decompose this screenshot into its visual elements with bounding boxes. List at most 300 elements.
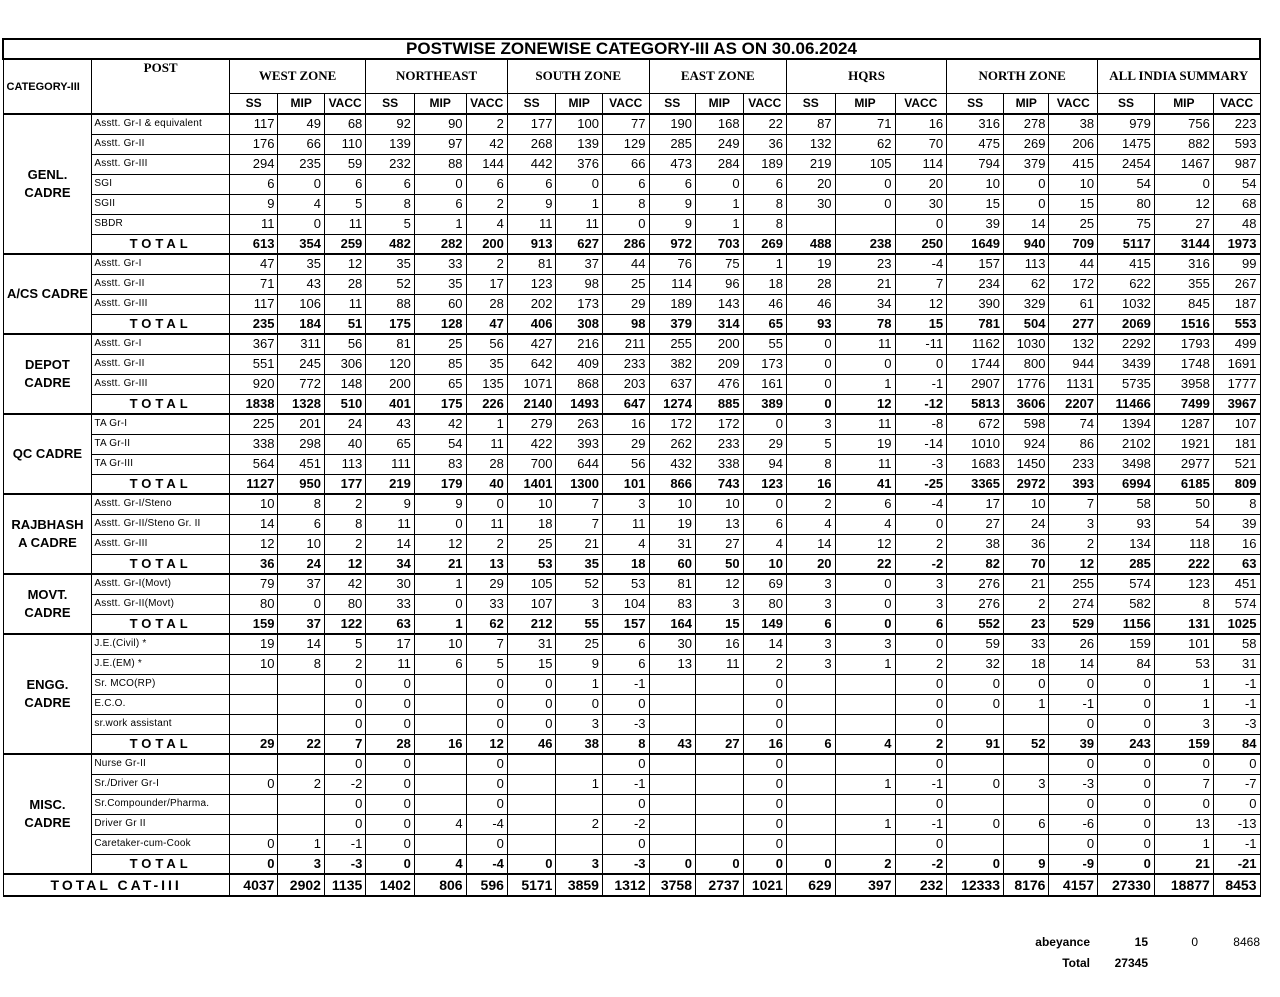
value-cell: 1	[835, 374, 895, 394]
value-cell: 21	[835, 274, 895, 294]
value-cell: 6	[602, 654, 649, 674]
column-header-ss: SS	[229, 93, 278, 114]
value-cell: -13	[1213, 814, 1260, 834]
column-header-mip: MIP	[278, 93, 325, 114]
table-row	[3, 134, 1260, 154]
value-cell: 9	[229, 194, 278, 214]
value-cell: 139	[556, 134, 603, 154]
value-cell: 2	[1004, 594, 1049, 614]
value-cell: 79	[229, 574, 278, 594]
value-cell: 772	[278, 374, 325, 394]
total-value: 781	[947, 314, 1004, 334]
value-cell: 2	[324, 494, 365, 514]
value-cell	[835, 794, 895, 814]
value-cell: 0	[1098, 694, 1155, 714]
value-cell: 35	[366, 254, 415, 274]
value-cell: -1	[895, 774, 947, 794]
value-cell: 17	[947, 494, 1004, 514]
post-name: Asstt. Gr-II/Steno Gr. II	[92, 514, 229, 534]
value-cell: 2907	[947, 374, 1004, 394]
value-cell: 284	[696, 154, 744, 174]
value-cell: 187	[1213, 294, 1260, 314]
value-cell: 0	[1049, 674, 1098, 694]
total-value: -21	[1213, 854, 1260, 874]
value-cell	[696, 814, 744, 834]
value-cell: 2	[466, 534, 507, 554]
total-value: 940	[1004, 234, 1049, 254]
value-cell: 1	[466, 414, 507, 434]
column-header-mip: MIP	[556, 93, 603, 114]
table-row	[3, 814, 1260, 834]
value-cell: 10	[1049, 174, 1098, 194]
total-value: 552	[947, 614, 1004, 634]
value-cell: 476	[696, 374, 744, 394]
value-cell: 1032	[1098, 294, 1155, 314]
value-cell: 111	[366, 454, 415, 474]
value-cell: 1010	[947, 434, 1004, 454]
total-value: 4	[835, 734, 895, 754]
value-cell: 19	[786, 254, 835, 274]
total-value: -9	[1049, 854, 1098, 874]
value-cell: 5735	[1098, 374, 1155, 394]
table-row	[3, 534, 1260, 554]
value-cell: 58	[1098, 494, 1155, 514]
value-cell	[835, 214, 895, 234]
value-cell: 98	[556, 274, 603, 294]
value-cell: 1	[414, 214, 466, 234]
total-value: 972	[649, 234, 696, 254]
total-value: 184	[278, 314, 325, 334]
value-cell: 7	[556, 494, 603, 514]
footer-total-row	[1000, 954, 1262, 975]
total-value: 3365	[947, 474, 1004, 494]
total-value: 647	[602, 394, 649, 414]
value-cell: 6	[414, 194, 466, 214]
value-cell: 26	[1049, 634, 1098, 654]
value-cell: 31	[649, 534, 696, 554]
table-row	[3, 434, 1260, 454]
total-value: 913	[507, 234, 556, 254]
value-cell	[696, 774, 744, 794]
total-value: 36	[229, 554, 278, 574]
value-cell: 54	[1213, 174, 1260, 194]
value-cell	[414, 834, 466, 854]
value-cell	[229, 794, 278, 814]
abeyance-label: abeyance	[1035, 935, 1090, 949]
value-cell: 105	[507, 574, 556, 594]
value-cell: 3498	[1098, 454, 1155, 474]
value-cell: 113	[1004, 254, 1049, 274]
value-cell: 409	[556, 354, 603, 374]
value-cell: -1	[602, 774, 649, 794]
value-cell: 159	[1098, 634, 1155, 654]
value-cell: 235	[278, 154, 325, 174]
value-cell: 101	[1154, 634, 1213, 654]
value-cell: 4	[278, 194, 325, 214]
report-sheet	[2, 38, 1261, 897]
value-cell: 6	[649, 174, 696, 194]
value-cell: 22	[743, 114, 786, 134]
value-cell	[835, 834, 895, 854]
total-value: 627	[556, 234, 603, 254]
value-cell: 442	[507, 154, 556, 174]
total-value: -12	[895, 394, 947, 414]
value-cell: 0	[602, 754, 649, 774]
total-value: 28	[366, 734, 415, 754]
total-value: 34	[366, 554, 415, 574]
value-cell: 2	[1049, 534, 1098, 554]
total-value: 51	[324, 314, 365, 334]
value-cell: 88	[366, 294, 415, 314]
value-cell: 88	[414, 154, 466, 174]
value-cell: 85	[414, 354, 466, 374]
grand-total-value: 3859	[556, 874, 603, 896]
value-cell: 90	[414, 114, 466, 134]
total-value: 15	[696, 614, 744, 634]
value-cell	[947, 754, 1004, 774]
value-cell: 255	[649, 334, 696, 354]
value-cell	[507, 774, 556, 794]
total-value: 24	[278, 554, 325, 574]
total-value: 200	[466, 234, 507, 254]
value-cell: 582	[1098, 594, 1155, 614]
value-cell: 2	[466, 114, 507, 134]
value-cell: 0	[602, 834, 649, 854]
value-cell: 35	[466, 354, 507, 374]
value-cell: 10	[947, 174, 1004, 194]
value-cell: -3	[1049, 774, 1098, 794]
table-row	[3, 374, 1260, 394]
value-cell: 0	[696, 174, 744, 194]
value-cell: 10	[229, 494, 278, 514]
value-cell: 11	[324, 214, 365, 234]
category-total-row	[3, 854, 1260, 874]
value-cell: 0	[324, 674, 365, 694]
total-value: 0	[947, 854, 1004, 874]
value-cell: 9	[649, 214, 696, 234]
grand-total-value: 232	[895, 874, 947, 896]
value-cell: 4	[835, 514, 895, 534]
value-cell: 499	[1213, 334, 1260, 354]
value-cell: 0	[947, 774, 1004, 794]
total-value: 29	[229, 734, 278, 754]
total-value: 175	[414, 394, 466, 414]
value-cell: 10	[649, 494, 696, 514]
total-value: -4	[466, 854, 507, 874]
total-value: 277	[1049, 314, 1098, 334]
column-header-mip: MIP	[1154, 93, 1213, 114]
value-cell	[696, 754, 744, 774]
value-cell: 6	[743, 174, 786, 194]
value-cell: 42	[324, 574, 365, 594]
total-value: 91	[947, 734, 1004, 754]
total-value: 13	[466, 554, 507, 574]
value-cell: 0	[743, 774, 786, 794]
value-cell: 42	[414, 414, 466, 434]
value-cell	[649, 674, 696, 694]
value-cell: 11	[835, 334, 895, 354]
total-value: 55	[556, 614, 603, 634]
post-name: E.C.O.	[92, 694, 229, 714]
column-header-mip: MIP	[835, 93, 895, 114]
grand-total-value: 8176	[1004, 874, 1049, 896]
value-cell: 2	[895, 654, 947, 674]
value-cell: 107	[1213, 414, 1260, 434]
total-value: 159	[1154, 734, 1213, 754]
table-row	[3, 754, 1260, 774]
value-cell: 2	[466, 254, 507, 274]
value-cell: 12	[229, 534, 278, 554]
value-cell: 0	[602, 214, 649, 234]
total-value: 37	[278, 614, 325, 634]
value-cell: 0	[743, 714, 786, 734]
value-cell: 0	[835, 194, 895, 214]
value-cell: 18	[743, 274, 786, 294]
value-cell: 49	[278, 114, 325, 134]
value-cell: 83	[414, 454, 466, 474]
value-cell: 15	[507, 654, 556, 674]
value-cell: 34	[835, 294, 895, 314]
value-cell: 123	[1154, 574, 1213, 594]
value-cell: -7	[1213, 774, 1260, 794]
value-cell: 25	[1049, 214, 1098, 234]
total-value: 39	[1049, 734, 1098, 754]
value-cell: 31	[507, 634, 556, 654]
value-cell: 87	[786, 114, 835, 134]
value-cell: 0	[786, 334, 835, 354]
total-value: 23	[1004, 614, 1049, 634]
value-cell: 0	[366, 754, 415, 774]
total-value: 0	[649, 854, 696, 874]
value-cell: 7	[895, 274, 947, 294]
value-cell: 25	[602, 274, 649, 294]
value-cell: 8	[278, 654, 325, 674]
value-cell: 0	[743, 674, 786, 694]
zone-header-row	[3, 59, 1260, 93]
value-cell: 0	[414, 174, 466, 194]
total-value: 1300	[556, 474, 603, 494]
category-name: A/CS CADRE	[3, 254, 92, 334]
value-cell	[649, 794, 696, 814]
value-cell: 274	[1049, 594, 1098, 614]
value-cell: 14	[743, 634, 786, 654]
value-cell: 106	[278, 294, 325, 314]
value-cell: 1	[743, 254, 786, 274]
value-cell: 0	[324, 714, 365, 734]
value-cell: 0	[229, 834, 278, 854]
table-row	[3, 254, 1260, 274]
category-name: QC CADRE	[3, 414, 92, 494]
value-cell: 114	[649, 274, 696, 294]
value-cell: 30	[786, 194, 835, 214]
value-cell: 644	[556, 454, 603, 474]
value-cell: 99	[1213, 254, 1260, 274]
value-cell: 0	[414, 514, 466, 534]
value-cell: 100	[556, 114, 603, 134]
value-cell: 118	[1154, 534, 1213, 554]
total-value: 7	[324, 734, 365, 754]
value-cell: 367	[229, 334, 278, 354]
value-cell: 3	[895, 594, 947, 614]
total-value: 131	[1154, 614, 1213, 634]
category-total-row	[3, 234, 1260, 254]
value-cell: 6	[602, 634, 649, 654]
value-cell: 1	[556, 674, 603, 694]
value-cell: 65	[414, 374, 466, 394]
total-label: TOTAL	[92, 394, 229, 414]
total-value: 21	[414, 554, 466, 574]
post-name: Caretaker-cum-Cook	[92, 834, 229, 854]
value-cell: 233	[696, 434, 744, 454]
abeyance-row	[1000, 933, 1262, 954]
table-row	[3, 154, 1260, 174]
value-cell: 3	[1049, 514, 1098, 534]
value-cell: 54	[1098, 174, 1155, 194]
value-cell: 33	[1004, 634, 1049, 654]
total-value: 406	[507, 314, 556, 334]
post-name: Sr.Compounder/Pharma.	[92, 794, 229, 814]
column-header-vacc: VACC	[1213, 93, 1260, 114]
value-cell: 0	[278, 174, 325, 194]
value-cell: 114	[895, 154, 947, 174]
total-value: -25	[895, 474, 947, 494]
value-cell: 0	[366, 674, 415, 694]
value-cell: 245	[278, 354, 325, 374]
value-cell: 6	[414, 654, 466, 674]
value-cell: 44	[1049, 254, 1098, 274]
total-value: 259	[324, 234, 365, 254]
value-cell: 2	[786, 494, 835, 514]
total-value: 12	[1049, 554, 1098, 574]
value-cell: 54	[1154, 514, 1213, 534]
footer-summary	[1000, 933, 1262, 975]
value-cell: 18	[1004, 654, 1049, 674]
value-cell: 3	[1004, 774, 1049, 794]
value-cell: 234	[947, 274, 1004, 294]
post-name: Nurse Gr-II	[92, 754, 229, 774]
total-value: 12	[324, 554, 365, 574]
total-value: 21	[1154, 854, 1213, 874]
value-cell	[414, 774, 466, 794]
value-cell: 0	[743, 834, 786, 854]
value-cell	[649, 754, 696, 774]
value-cell: 80	[229, 594, 278, 614]
total-value: 482	[366, 234, 415, 254]
value-cell: 4	[743, 534, 786, 554]
value-cell: 800	[1004, 354, 1049, 374]
value-cell: 3	[556, 714, 603, 734]
grand-total-value: 1312	[602, 874, 649, 896]
post-name: Asstt. Gr-II	[92, 354, 229, 374]
value-cell: 2454	[1098, 154, 1155, 174]
value-cell	[786, 814, 835, 834]
value-cell: 76	[649, 254, 696, 274]
value-cell: 338	[696, 454, 744, 474]
value-cell: 189	[649, 294, 696, 314]
value-cell: 172	[649, 414, 696, 434]
value-cell: 0	[324, 794, 365, 814]
total-value: 1025	[1213, 614, 1260, 634]
value-cell: 1683	[947, 454, 1004, 474]
category-total-row	[3, 474, 1260, 494]
value-cell: 3439	[1098, 354, 1155, 374]
value-cell: 225	[229, 414, 278, 434]
value-cell: 294	[229, 154, 278, 174]
value-cell	[229, 754, 278, 774]
table-row	[3, 574, 1260, 594]
total-value: 16	[414, 734, 466, 754]
value-cell	[696, 834, 744, 854]
total-value: 50	[696, 554, 744, 574]
value-cell: 56	[466, 334, 507, 354]
value-cell: 157	[947, 254, 1004, 274]
value-cell: 1030	[1004, 334, 1049, 354]
value-cell	[1004, 834, 1049, 854]
value-cell: 42	[466, 134, 507, 154]
value-cell: 93	[1098, 514, 1155, 534]
value-cell: 882	[1154, 134, 1213, 154]
total-value: 20	[786, 554, 835, 574]
value-cell: 13	[649, 654, 696, 674]
value-cell: 2	[556, 814, 603, 834]
table-row	[3, 494, 1260, 514]
value-cell: 0	[895, 634, 947, 654]
value-cell: 23	[835, 254, 895, 274]
value-cell: -4	[895, 254, 947, 274]
value-cell: 0	[895, 214, 947, 234]
total-value: 62	[466, 614, 507, 634]
value-cell: 3	[696, 594, 744, 614]
value-cell: 12	[696, 574, 744, 594]
value-cell	[229, 694, 278, 714]
total-value: 250	[895, 234, 947, 254]
value-cell: 44	[602, 254, 649, 274]
value-cell: 422	[507, 434, 556, 454]
total-value: 613	[229, 234, 278, 254]
total-value: 63	[366, 614, 415, 634]
total-value: 27	[696, 734, 744, 754]
value-cell: 62	[1004, 274, 1049, 294]
value-cell: 12	[324, 254, 365, 274]
value-cell: 1131	[1049, 374, 1098, 394]
value-cell: 0	[229, 774, 278, 794]
total-value: 6	[895, 614, 947, 634]
value-cell	[414, 674, 466, 694]
value-cell: -14	[895, 434, 947, 454]
grand-total-value: 4157	[1049, 874, 1098, 896]
total-value: 286	[602, 234, 649, 254]
value-cell: 0	[1004, 674, 1049, 694]
value-cell: 0	[1098, 794, 1155, 814]
total-value: 0	[507, 854, 556, 874]
value-cell: 11	[366, 654, 415, 674]
value-cell: 3958	[1154, 374, 1213, 394]
total-value: 3144	[1154, 234, 1213, 254]
value-cell: 18	[507, 514, 556, 534]
value-cell: 21	[556, 534, 603, 554]
value-cell: 6	[324, 174, 365, 194]
value-cell: 172	[1049, 274, 1098, 294]
value-cell: 13	[696, 514, 744, 534]
zone-header: ALL INDIA SUMMARY	[1098, 59, 1260, 93]
total-value: 5813	[947, 394, 1004, 414]
table-row	[3, 294, 1260, 314]
value-cell: 0	[466, 714, 507, 734]
total-value: 0	[786, 394, 835, 414]
value-cell	[507, 794, 556, 814]
grand-total-value: 2737	[696, 874, 744, 896]
value-cell: 3	[602, 494, 649, 514]
